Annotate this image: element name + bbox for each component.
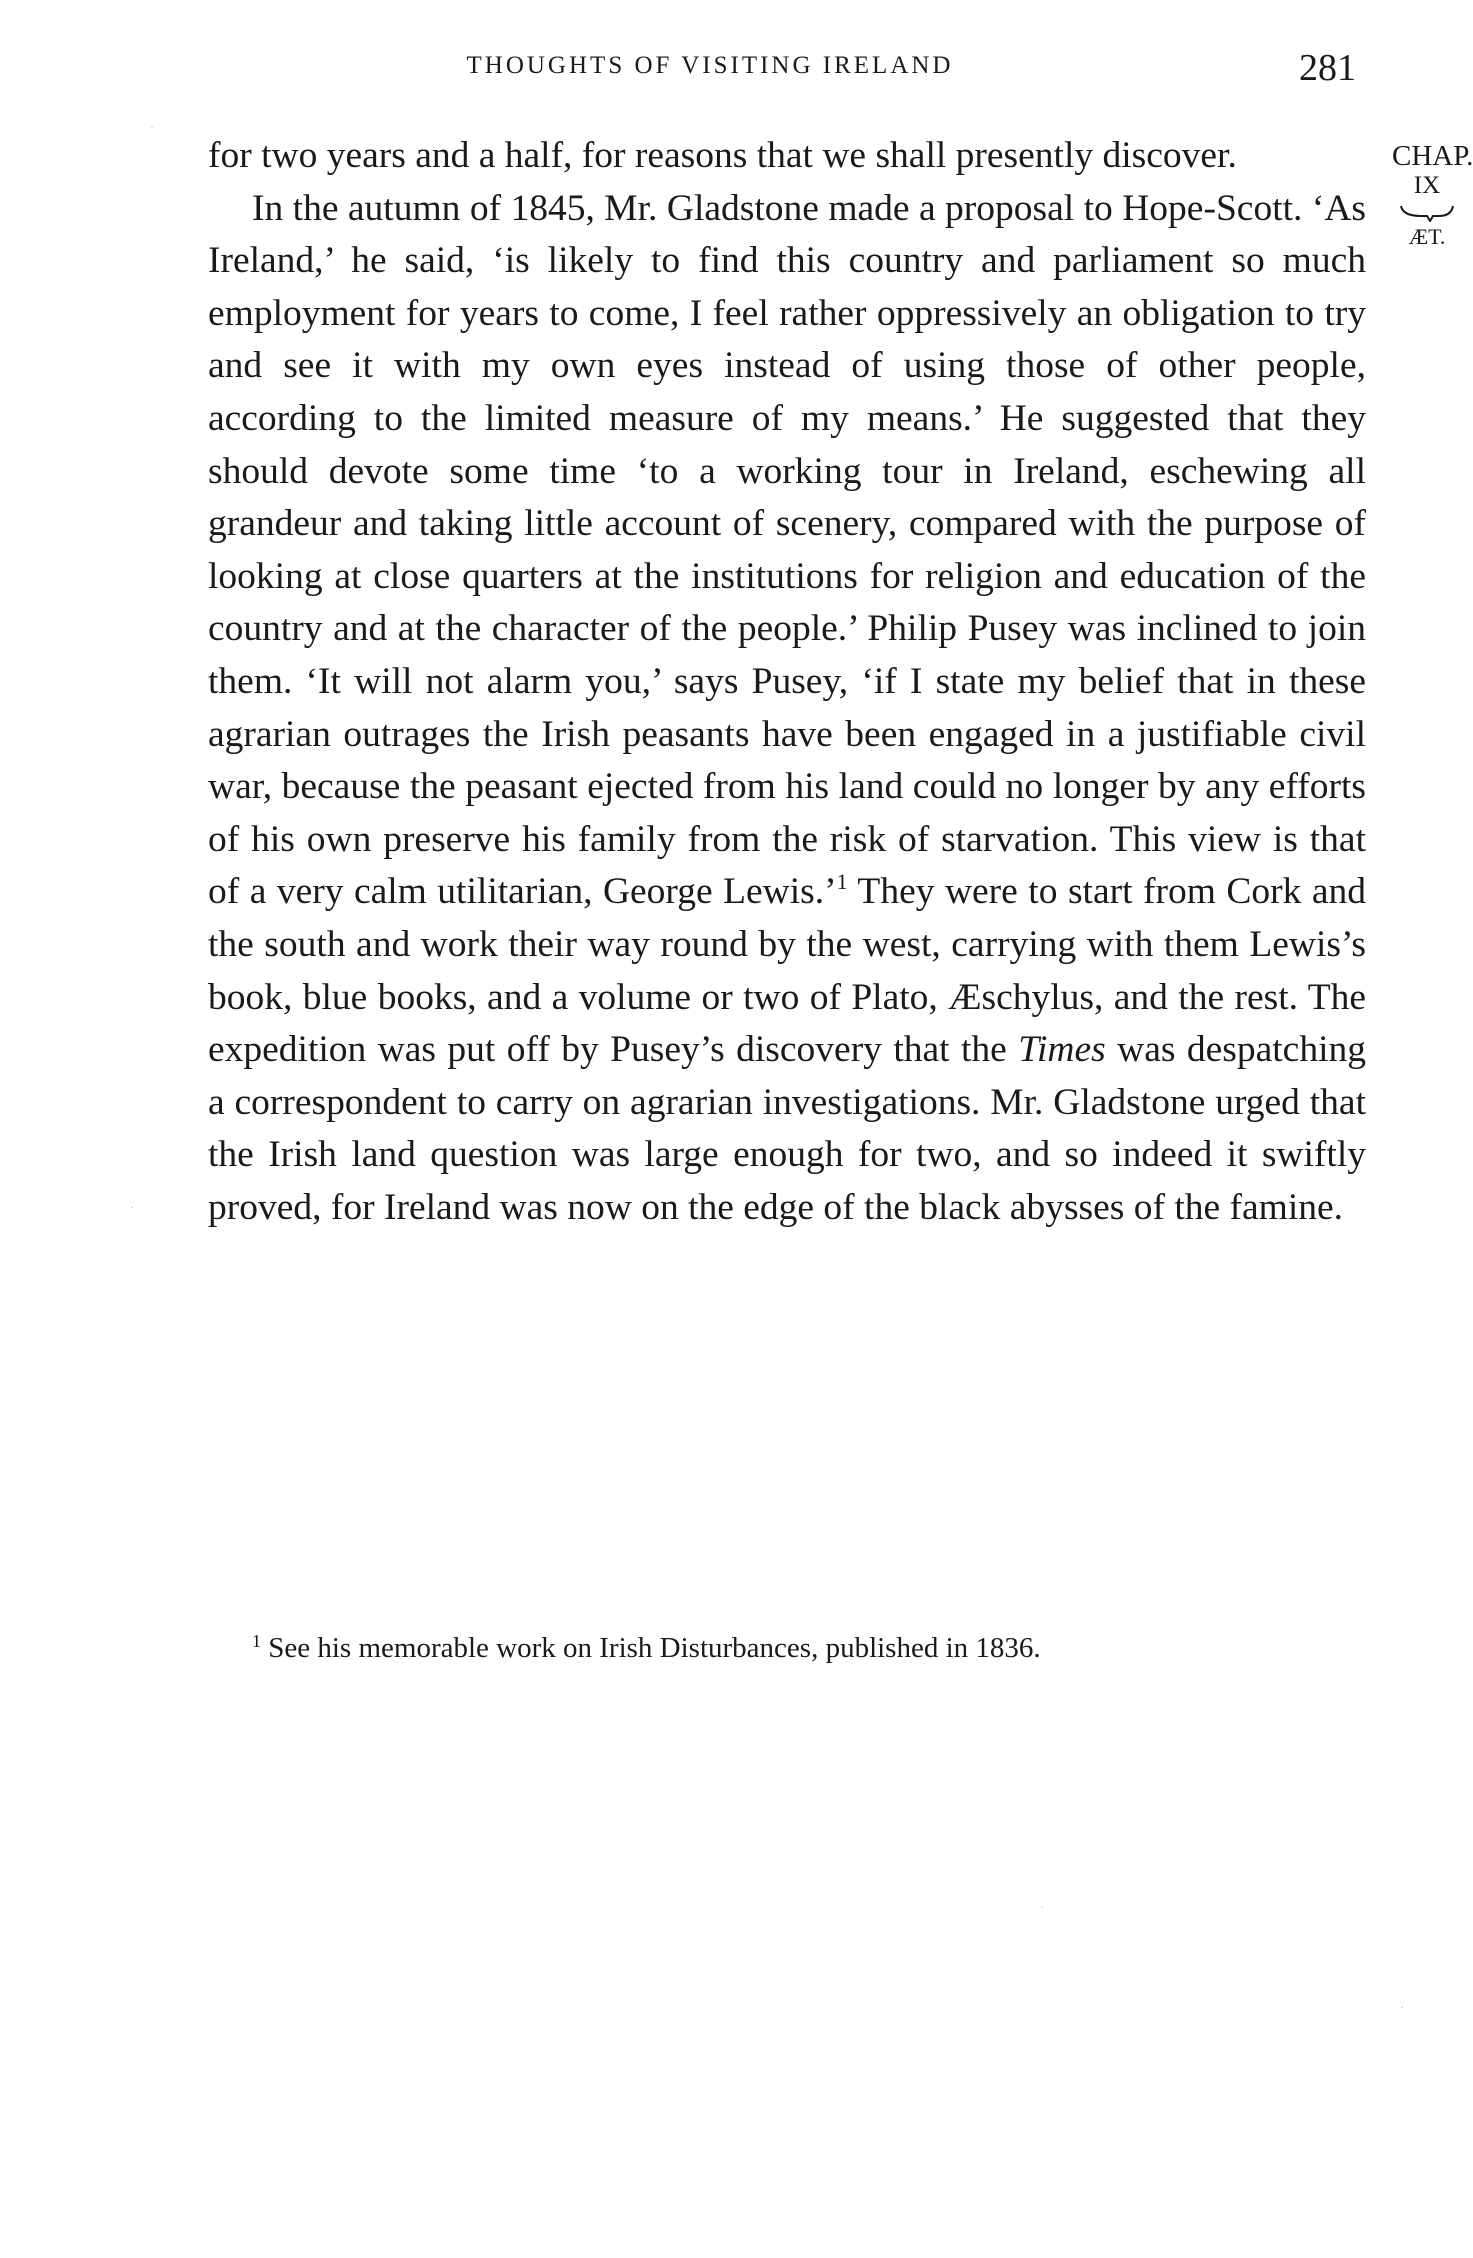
margin-chapter-label: CHAP. <box>1392 140 1473 172</box>
paragraph-text-part: was despatching a correspondent to carry on agrarian investigations. Mr. Gladstone urged that the Irish land question was large enough for two, and so indeed it swiftly proved, for Ireland was now on the edge of the black abysses of the famine. <box>208 1029 1366 1228</box>
footnote-text: See his memorable work on Irish Disturbances, published in 1836. <box>261 1632 1041 1664</box>
paper-speckle: · <box>1400 2000 1404 2014</box>
paper-speckle: · <box>1040 1900 1044 1914</box>
running-head <box>210 46 1360 89</box>
margin-chapter-numeral: IX <box>1413 172 1441 199</box>
margin-age-label: ÆT. <box>1408 224 1446 249</box>
paragraph-text-part: They were to start from Cork and the south and work their way round by the west, carrying with them Lewis’s book, blue books, and a volume or two of Plato, Æschylus, and the rest. The expedition was put off by Pusey’s discovery that the <box>208 871 1366 1071</box>
body-text <box>208 130 1366 1234</box>
page-number: 281 <box>1299 47 1356 89</box>
footnote-marker: 1 <box>252 1631 261 1651</box>
running-title: THOUGHTS OF VISITING IRELAND <box>466 52 954 79</box>
margin-note <box>1392 140 1473 250</box>
footnote-reference[interactable]: 1 <box>836 869 848 895</box>
paragraph-gladstone-proposal <box>208 183 1366 1235</box>
paragraph-text-part: In the autumn of 1845, Mr. Gladstone made a proposal to Hope-Scott. ‘As Ireland,’ he said, ‘is likely to find this country and parliament so much employment for years to come, I feel rather oppressively an obligation to try and see it with my own eyes instead of using those of other people, according to the limited measure of my means.’ He suggested that they should devote some time ‘to a working tour in Ireland, eschewing all grandeur and taking little account of scenery, compared with the purpose of looking at close quarters at the institutions for religion and education of the country and at the character of the people.’ Philip Pusey was inclined to join them. ‘It will not alarm you,’ says Pusey, ‘if I state my belief that in these agrarian outrages the Irish peasants have been engaged in a justifiable civil war, because the peasant ejected from his land could no longer by any efforts of his own preserve his family from the risk of starvation. This view is that of a very calm utilitarian, George Lewis.’ <box>208 187 1366 913</box>
brace-icon <box>1397 202 1457 222</box>
paper-speckle: · <box>150 120 154 134</box>
footnote <box>252 1628 1362 1668</box>
paper-speckle: · <box>130 1200 134 1214</box>
paragraph-continuation: for two years and a half, for reasons that we shall presently discover. <box>208 135 1237 176</box>
italic-title: Times <box>1018 1029 1106 1071</box>
